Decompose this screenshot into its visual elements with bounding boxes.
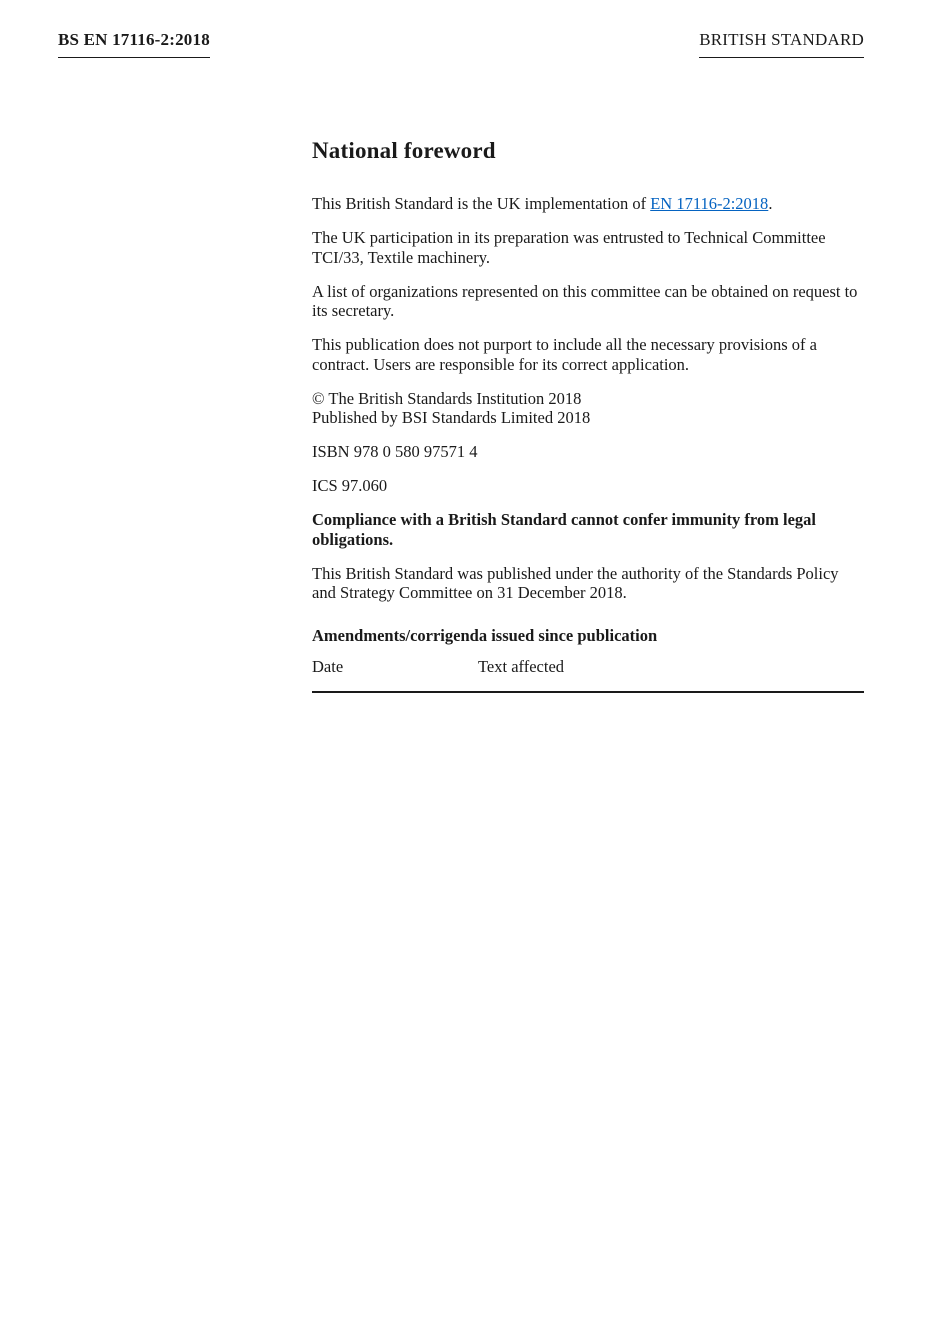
foreword-content [312,138,864,693]
amendments-table-header [312,657,864,677]
standard-number-header: BS EN 17116-2:2018 [58,30,210,58]
copyright-line-1: © The British Standards Institution 2018 [312,388,582,408]
participation-paragraph: The UK participation in its preparation was entrusted to Technical Committee TCI/33, Textile machinery. [312,228,826,267]
contract-paragraph: This publication does not purport to include all the necessary provisions of a contract. Users are responsible for its correct application. [312,335,817,374]
amendments-heading: Amendments/corrigenda issued since publication [312,625,658,645]
implementation-text-prefix: This British Standard is the UK implementation of [312,194,651,213]
page-header [0,0,950,58]
implementation-text-suffix: . [768,194,773,213]
authority-paragraph: This British Standard was published under the authority of the Standards Policy and Strategy Committee on 31 December 2018. [312,563,839,602]
copyright-paragraph [312,389,864,428]
copyright-line-2: Published by BSI Standards Limited 2018 [312,408,591,427]
amendments-column-date: Date [312,656,344,676]
compliance-paragraph: Compliance with a British Standard cannot confer immunity from legal obligations. [312,510,817,549]
page-title: National foreword [312,138,496,163]
ics-line: ICS 97.060 [312,476,388,495]
implementation-paragraph [312,194,864,214]
amendments-table-rule [312,691,864,693]
standard-reference-link[interactable]: EN 17116-2:2018 [650,194,769,213]
amendments-column-text-affected: Text affected [478,656,565,676]
isbn-line: ISBN 978 0 580 97571 4 [312,442,478,461]
organizations-paragraph: A list of organizations represented on this committee can be obtained on request to its secretary. [312,281,858,320]
british-standard-header: BRITISH STANDARD [699,30,864,58]
